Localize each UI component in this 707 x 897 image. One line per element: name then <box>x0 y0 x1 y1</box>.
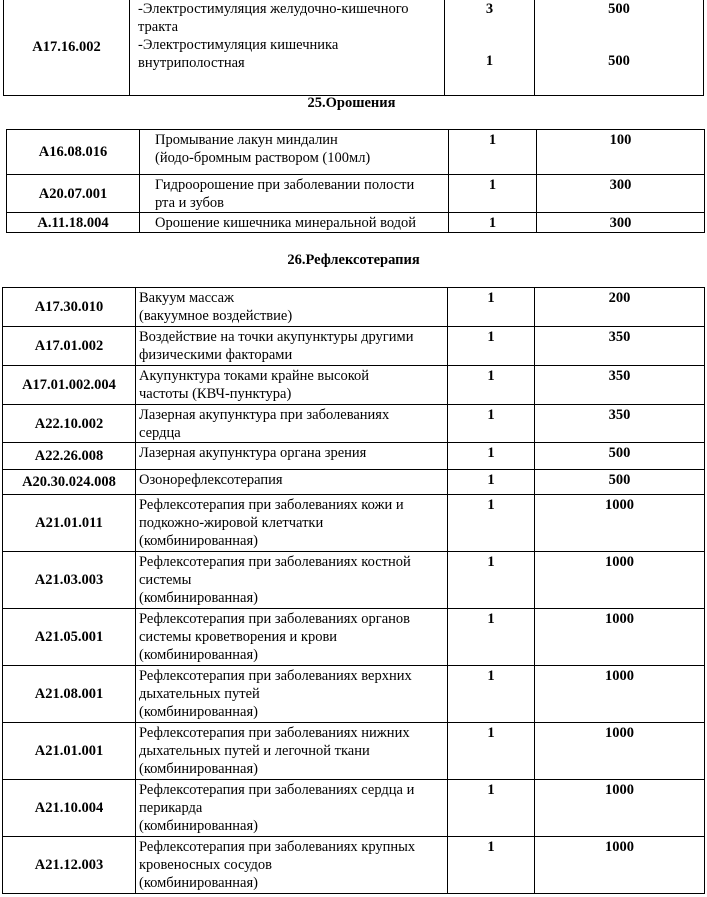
table-row <box>3 666 705 723</box>
section-title: 25.Орошения <box>307 95 396 111</box>
quantity-cell: 1 <box>449 175 537 213</box>
price-cell: 300 <box>537 213 705 233</box>
service-name: Рефлексотерапия при заболеваниях сердца и перикарда (комбинированная) <box>136 780 448 837</box>
service-name: Рефлексотерапия при заболеваниях кожи и подкожно-жировой клетчатки (комбинированная) <box>136 495 448 552</box>
service-code: A21.03.003 <box>3 552 136 609</box>
service-name: Орошение кишечника минеральной водой <box>140 213 449 233</box>
table-section-25 <box>6 129 705 233</box>
service-name: Гидроорошение при заболевании полости рта и зубов <box>140 175 449 213</box>
price-cell: 350 <box>535 366 705 405</box>
service-code: A20.30.024.008 <box>3 470 136 495</box>
service-name: Рефлексотерапия при заболеваниях верхних дыхательных путей (комбинированная) <box>136 666 448 723</box>
price-cell: 1000 <box>535 609 705 666</box>
service-name: Рефлексотерапия при заболеваниях нижних дыхательных путей и легочной ткани (комбинированная) <box>136 723 448 780</box>
quantity-cell: 1 <box>448 723 535 780</box>
price-cell: 1000 <box>535 723 705 780</box>
table-section-24-tail <box>3 0 704 96</box>
quantity-cell: 1 <box>448 780 535 837</box>
service-code: A20.07.001 <box>7 175 140 213</box>
service-name: Лазерная акупунктура органа зрения <box>136 443 448 470</box>
price-cell: 500 <box>535 470 705 495</box>
section-title: 26.Рефлексотерапия <box>287 252 420 268</box>
table-row <box>3 780 705 837</box>
price-cell: 1000 <box>535 837 705 894</box>
service-code: A17.30.010 <box>3 288 136 327</box>
table-row <box>3 837 705 894</box>
quantity-cell: 1 <box>448 552 535 609</box>
service-name: Лазерная акупунктура при заболеваниях сердца <box>136 405 448 443</box>
service-name: Озонорефлексотерапия <box>136 470 448 495</box>
price-cell: 500 <box>535 443 705 470</box>
table-row <box>7 213 705 233</box>
price-cell: 350 <box>535 327 705 366</box>
price-cell: 300 <box>537 175 705 213</box>
service-name: Рефлексотерапия при заболеваниях органов системы кроветворения и крови (комбинированная) <box>136 609 448 666</box>
quantity-cell: 3 1 <box>445 0 535 96</box>
quantity-cell: 1 <box>448 837 535 894</box>
table-row <box>3 405 705 443</box>
service-code: A.11.18.004 <box>7 213 140 233</box>
service-code: A21.12.003 <box>3 837 136 894</box>
price-cell: 100 <box>537 130 705 175</box>
service-name: Воздействие на точки акупунктуры другими физическими факторами <box>136 327 448 366</box>
table-row <box>3 470 705 495</box>
quantity-cell: 1 <box>448 443 535 470</box>
price-cell: 1000 <box>535 552 705 609</box>
table-section-26 <box>2 287 705 894</box>
table-row <box>7 175 705 213</box>
price-cell: 500 500 <box>535 0 704 96</box>
service-code: A17.01.002.004 <box>3 366 136 405</box>
quantity-cell: 1 <box>448 609 535 666</box>
table-row <box>3 552 705 609</box>
service-code: A21.10.004 <box>3 780 136 837</box>
table-row <box>3 723 705 780</box>
table-row <box>3 443 705 470</box>
service-code: A16.08.016 <box>7 130 140 175</box>
quantity-cell: 1 <box>448 666 535 723</box>
service-name: -Электростимуляция желудочно-кишечного тракта -Электростимуляция кишечника внутриполостная <box>130 0 445 96</box>
price-cell: 350 <box>535 405 705 443</box>
table-row <box>3 366 705 405</box>
quantity-cell: 1 <box>448 366 535 405</box>
service-code: A17.16.002 <box>4 0 130 96</box>
service-name: Вакуум массаж (вакуумное воздействие) <box>136 288 448 327</box>
service-name: Рефлексотерапия при заболеваниях костной системы (комбинированная) <box>136 552 448 609</box>
quantity-cell: 1 <box>448 327 535 366</box>
table-row <box>7 130 705 175</box>
service-code: A21.01.011 <box>3 495 136 552</box>
table-row <box>3 609 705 666</box>
service-code: A17.01.002 <box>3 327 136 366</box>
price-cell: 1000 <box>535 780 705 837</box>
service-name: Промывание лакун миндалин (йодо-бромным раствором (100мл) <box>140 130 449 175</box>
price-cell: 1000 <box>535 495 705 552</box>
quantity-cell: 1 <box>448 405 535 443</box>
service-name: Рефлексотерапия при заболеваниях крупных кровеносных сосудов (комбинированная) <box>136 837 448 894</box>
service-code: A21.08.001 <box>3 666 136 723</box>
table-row <box>3 327 705 366</box>
service-name: Акупунктура токами крайне высокой частоты (КВЧ-пунктура) <box>136 366 448 405</box>
service-code: A21.01.001 <box>3 723 136 780</box>
table-row <box>4 0 704 96</box>
quantity-cell: 1 <box>449 213 537 233</box>
service-code: A22.26.008 <box>3 443 136 470</box>
quantity-cell: 1 <box>448 288 535 327</box>
quantity-cell: 1 <box>448 495 535 552</box>
table-row <box>3 288 705 327</box>
price-cell: 1000 <box>535 666 705 723</box>
service-code: A22.10.002 <box>3 405 136 443</box>
table-row <box>3 495 705 552</box>
quantity-cell: 1 <box>449 130 537 175</box>
quantity-cell: 1 <box>448 470 535 495</box>
price-cell: 200 <box>535 288 705 327</box>
service-code: A21.05.001 <box>3 609 136 666</box>
